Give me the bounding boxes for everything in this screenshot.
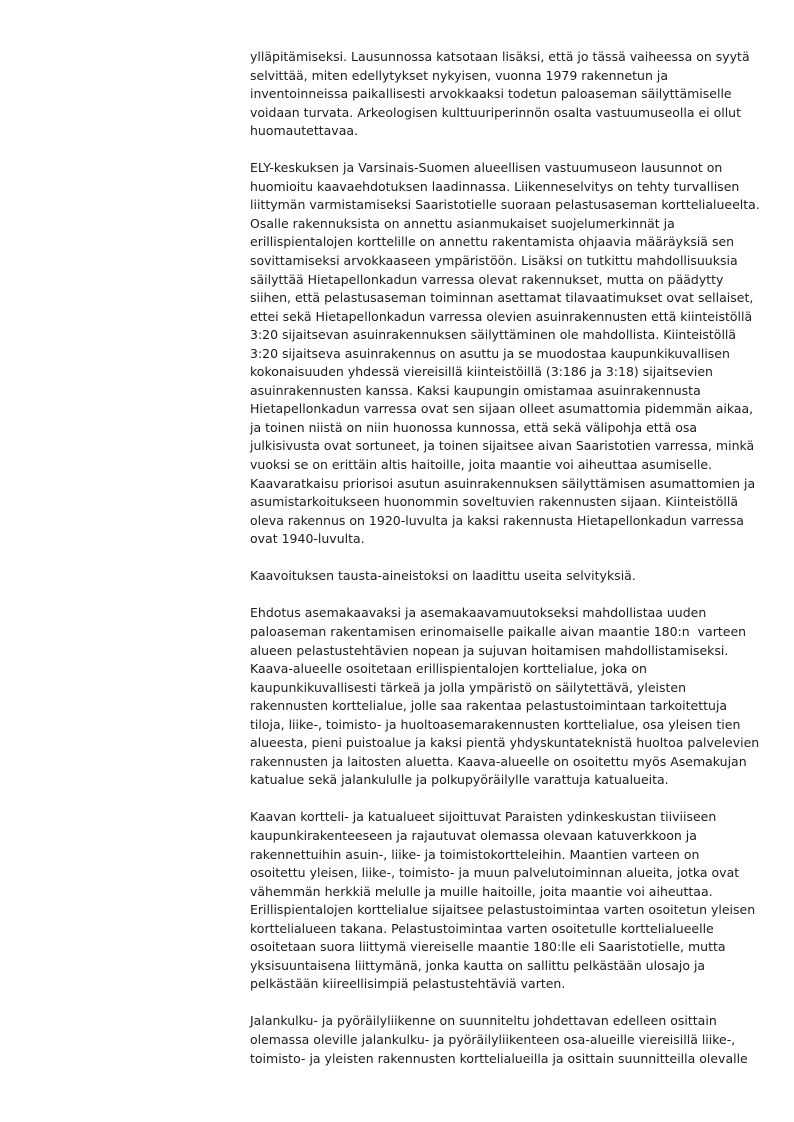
- paragraph-1: [250, 48, 770, 141]
- text-line: asuinrakennusten kanssa. Kaksi kaupungin omistamaa asuinrakennusta: [250, 382, 701, 398]
- text-line: rakennusten korttelialue, jolle saa rakentaa pelastustoimintaan tarkoitettuja: [250, 698, 728, 714]
- text-line: kaupunkirakenteeseen ja rajautuvat olemassa olevaan katuverkkoon ja: [250, 827, 697, 843]
- text-line: ylläpitämiseksi. Lausunnossa katsotaan lisäksi, että jo tässä vaiheessa on syytä: [250, 49, 750, 64]
- text-line: tiloja, liike-, toimisto- ja huoltoasemarakennusten korttelialue, osa yleisen tien: [250, 716, 741, 732]
- paragraph-gap: [250, 994, 770, 1013]
- text-line: julkisivusta ovat sortuneet, ja toinen sijaitsee aivan Saaristotien varressa, minkä: [250, 438, 755, 454]
- paragraph-gap: [250, 790, 770, 809]
- text-line: pelkästään kiireellisimpiä pelastustehtäviä varten.: [250, 976, 566, 992]
- text-line: säilyttää Hietapellonkadun varressa olevat rakennukset, mutta on päädytty: [250, 271, 724, 287]
- text-line: ELY-keskuksen ja Varsinais-Suomen alueellisen vastuumuseon lausunnot on: [250, 160, 723, 176]
- text-line: Osalle rakennuksista on annettu asianmukaiset suojelumerkinnät ja: [250, 215, 675, 231]
- text-line: ettei sekä Hietapellonkadun varressa olevien asuinrakennusten että kiinteistöllä: [250, 308, 753, 324]
- text-line: ovat 1940-luvulta.: [250, 531, 365, 547]
- text-line: huomioitu kaavaehdotuksen laadinnassa. Liikenneselvitys on tehty turvallisen: [250, 178, 740, 194]
- text-line: paloaseman rakentamisen erinomaiselle paikalle aivan maantie 180:n varteen: [250, 623, 747, 639]
- text-line: huomautettavaa.: [250, 123, 358, 139]
- text-line: inventoinneissa paikallisesti arvokkaaksi todetun paloaseman säilyttämiselle: [250, 86, 732, 102]
- paragraph-4: [250, 604, 770, 789]
- paragraph-2: [250, 159, 770, 548]
- text-line: katualue sekä jalankululle ja polkupyöräilylle varattuja katualueita.: [250, 772, 669, 788]
- document-page: [250, 48, 770, 1068]
- paragraph-5: [250, 808, 770, 993]
- text-line: erillispientalojen korttelille on annettu rakentamista ohjaavia määräyksiä sen: [250, 234, 735, 250]
- text-line: Erillispientalojen korttelialue sijaitsee pelastustoimintaa varten osoitetun yleisen: [250, 902, 756, 918]
- text-line: ja toinen niistä on niin huonossa kunnossa, että sekä välipohja että osa: [250, 419, 698, 435]
- text-line: alueen pelastustehtävien nopean ja sujuvan hoitamisen mahdollistamiseksi.: [250, 642, 729, 658]
- text-line: siihen, että pelastusaseman toiminnan asettamat tilavaatimukset ovat sellaiset,: [250, 290, 754, 306]
- text-line: kaupunkikuvallisesti tärkeä ja jolla ympäristö on säilytettävä, yleisten: [250, 679, 687, 695]
- text-line: Kaava-alueelle osoitetaan erillispientalojen korttelialue, joka on: [250, 661, 647, 677]
- text-line: kokonaisuuden yhdessä viereisillä kiinteistöillä (3:186 ja 3:18) sijaitsevien: [250, 364, 713, 380]
- text-line: Hietapellonkadun varressa ovat sen sijaan olleet asumattomia pidemmän aikaa,: [250, 401, 754, 417]
- text-line: yksisuuntaisena liittymänä, jonka kautta on sallittu pelkästään ulosajo ja: [250, 957, 706, 973]
- text-line: voidaan turvata. Arkeologisen kulttuuriperinnön osalta vastuumuseolla ei ollut: [250, 104, 742, 120]
- text-line: osoitetaan suora liittymä viereiselle maantie 180:lle eli Saaristotielle, mutta: [250, 939, 726, 955]
- text-line: Kaavan kortteli- ja katualueet sijoittuvat Paraisten ydinkeskustan tiiviiseen: [250, 809, 717, 825]
- paragraph-gap: [250, 586, 770, 605]
- text-line: alueesta, pieni puistoalue ja kaksi pientä yhdyskuntateknistä huoltoa palvelevien: [250, 735, 760, 751]
- text-line: oleva rakennus on 1920-luvulta ja kaksi rakennusta Hietapellonkadun varressa: [250, 512, 744, 528]
- text-line: vähemmän herkkiä melulle ja muille haitoille, joita maantie voi aiheuttaa.: [250, 883, 713, 899]
- paragraph-gap: [250, 549, 770, 568]
- text-line: Kaavoituksen tausta-aineistoksi on laadittu useita selvityksiä.: [250, 568, 636, 584]
- text-line: 3:20 sijaitsevan asuinrakennuksen säilyttäminen ole mahdollista. Kiinteistöllä: [250, 327, 737, 343]
- text-line: vuoksi se on erittäin altis haitoille, joita maantie voi aiheuttaa asumiselle.: [250, 457, 713, 473]
- text-line: olemassa oleville jalankulku- ja pyöräilyliikenteen osa-alueille viereisillä liike-,: [250, 1031, 736, 1047]
- text-line: sovittamiseksi arvokkaaseen ympäristöön. Lisäksi on tutkittu mahdollisuuksia: [250, 253, 738, 269]
- text-line: Kaavaratkaisu priorisoi asutun asuinrakennuksen säilyttämisen asumattomien ja: [250, 475, 756, 491]
- text-line: asumistarkoitukseen huonommin soveltuvien rakennusten sijaan. Kiinteistöllä: [250, 494, 739, 510]
- text-line: rakennettuihin asuin-, liike- ja toimistokortteleihin. Maantien varteen on: [250, 846, 700, 862]
- text-line: korttelialueen takana. Pelastustoimintaa varten osoitetulle korttelialueelle: [250, 920, 714, 936]
- paragraph-6: [250, 1012, 770, 1068]
- text-line: selvittää, miten edellytykset nykyisen, vuonna 1979 rakennetun ja: [250, 67, 668, 83]
- paragraph-gap: [250, 141, 770, 160]
- text-line: osoitettu yleisen, liike-, toimisto- ja muun palvelutoiminnan alueita, jotka ovat: [250, 865, 740, 881]
- text-line: Jalankulku- ja pyöräilyliikenne on suunniteltu johdettavan edelleen osittain: [250, 1013, 717, 1029]
- text-line: Ehdotus asemakaavaksi ja asemakaavamuutokseksi mahdollistaa uuden: [250, 605, 707, 621]
- text-line: liittymän varmistamiseksi Saaristotielle suoraan pelastusaseman korttelialueelta.: [250, 197, 760, 213]
- text-line: 3:20 sijaitseva asuinrakennus on asuttu ja se muodostaa kaupunkikuvallisen: [250, 345, 730, 361]
- text-line: rakennusten ja laitosten aluetta. Kaava-alueelle on osoitettu myös Asemakujan: [250, 753, 747, 769]
- paragraph-3: [250, 567, 770, 586]
- text-line: toimisto- ja yleisten rakennusten korttelialueilla ja osittain suunnitteilla olevalle: [250, 1050, 748, 1066]
